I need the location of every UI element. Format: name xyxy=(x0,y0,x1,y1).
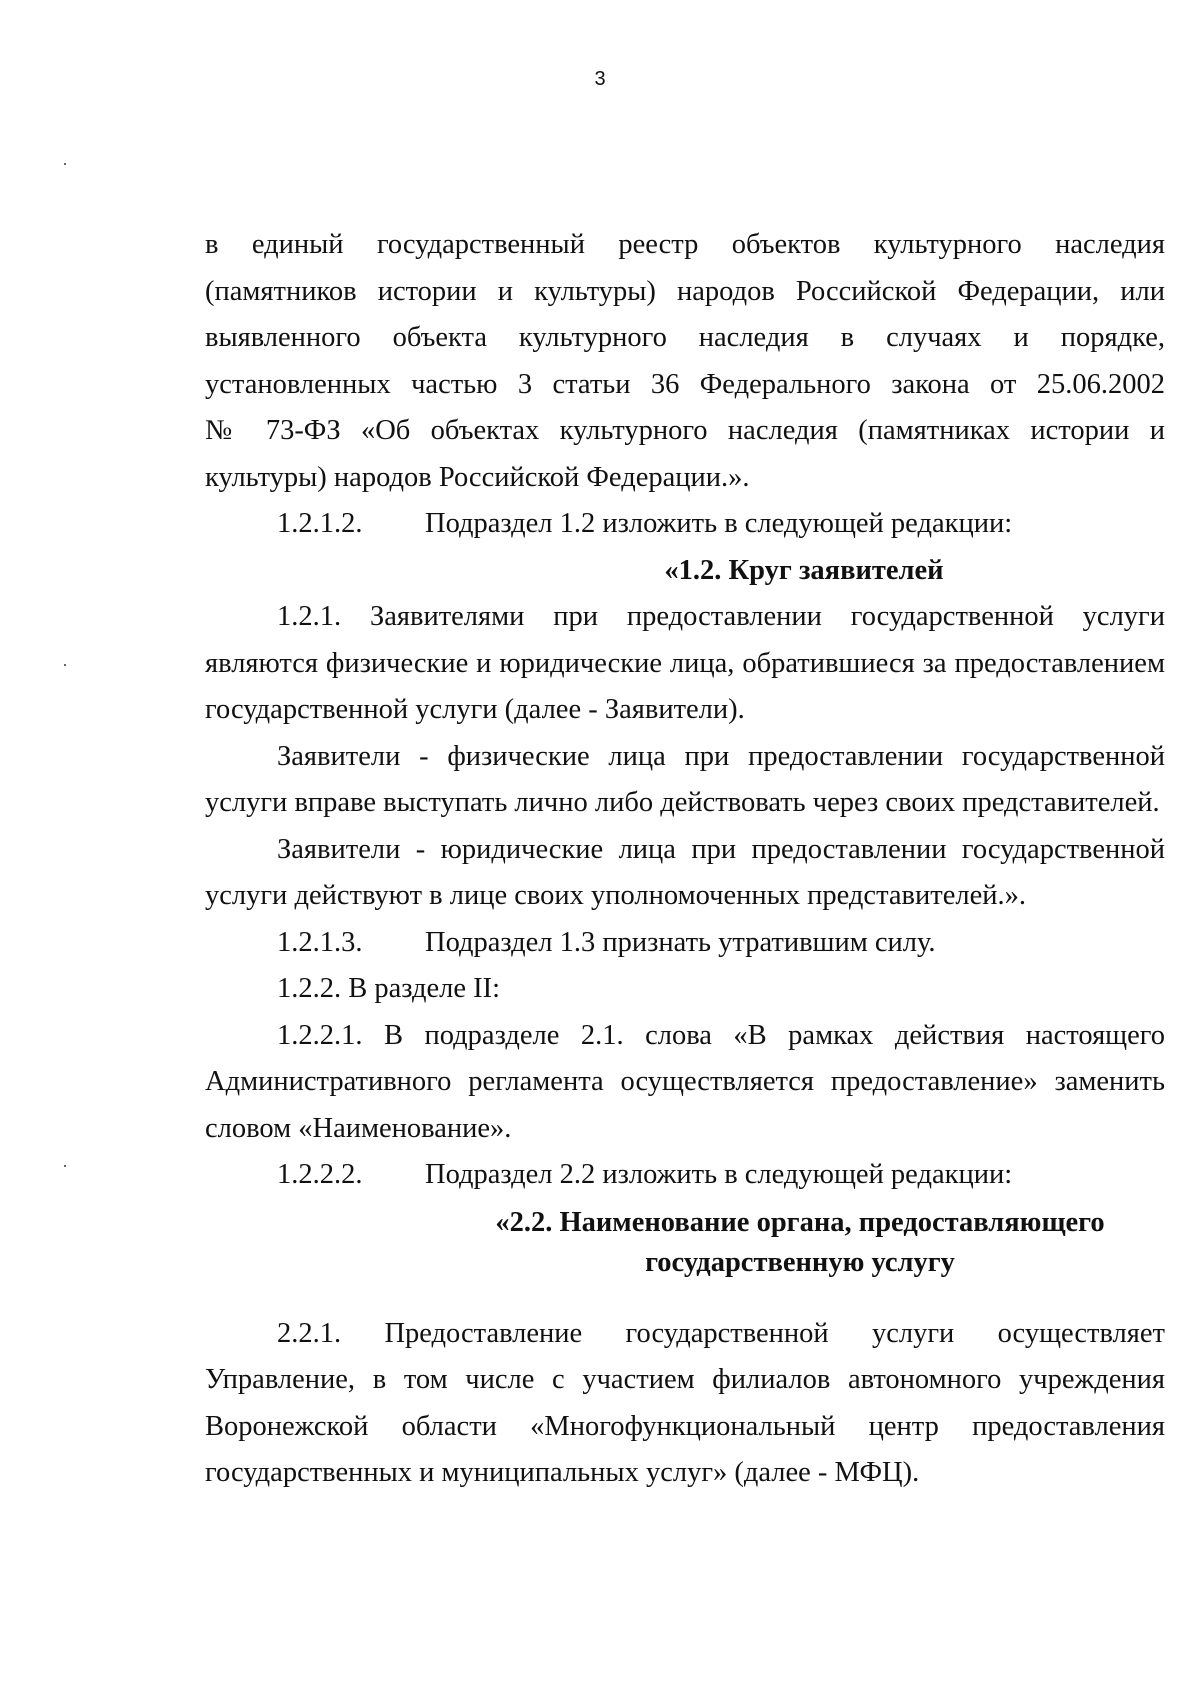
paragraph-line: (памятников истории и культуры) народов Российской Федерации, или xyxy=(205,275,1165,307)
paragraph-line: 2.2.1. Предоставление государственной услуги осуществляет xyxy=(277,1317,1165,1349)
paragraph-line: Заявители - физические лица при предоставлении государственной xyxy=(277,740,1165,772)
paragraph-line: установленных частью 3 статьи 36 Федерального закона от 25.06.2002 xyxy=(205,368,1165,400)
item-text: Подраздел 1.2 изложить в следующей редакции: xyxy=(425,508,1013,539)
paragraph-line: Заявители - юридические лица при предоставлении государственной xyxy=(277,833,1165,865)
item-number: 1.2.2.2. xyxy=(277,1159,363,1190)
list-item xyxy=(205,1152,1165,1199)
item-number: 1.2.1.3. xyxy=(277,926,363,958)
paragraph-line: услуги действуют в лице своих уполномоченных представителей.». xyxy=(205,880,1026,911)
paragraph-line: 1.2.2. В разделе II: xyxy=(277,973,501,1004)
paragraph-line: государственной услуги (далее - Заявители). xyxy=(205,694,745,725)
section-heading: «2.2. Наименование органа, предоставляющего xyxy=(495,1206,1105,1238)
paragraph-line: государственных и муниципальных услуг» (далее - МФЦ). xyxy=(205,1457,920,1488)
margin-mark xyxy=(64,1165,66,1167)
paragraph-line: услуги вправе выступать лично либо действовать через своих представителей. xyxy=(205,787,1160,818)
paragraph-line: являются физические и юридические лица, обратившиеся за предоставлением xyxy=(205,647,1165,679)
section-heading: «1.2. Круг заявителей xyxy=(664,554,944,586)
item-text: Подраздел 2.2 изложить в следующей редакции: xyxy=(425,1159,1013,1190)
paragraph-line: № 73-ФЗ «Об объектах культурного наследия (памятниках истории и xyxy=(205,415,1165,446)
paragraph-line: 1.2.2.1. В подразделе 2.1. слова «В рамках действия настоящего xyxy=(277,1019,1165,1051)
page-number: 3 xyxy=(594,68,606,90)
item-text: Подраздел 1.3 признать утратившим силу. xyxy=(425,926,936,958)
document-body xyxy=(205,222,1165,1497)
paragraph-line: Административного регламента осуществляется предоставление» заменить xyxy=(205,1066,1165,1097)
section-heading: государственную услугу xyxy=(645,1246,955,1278)
list-item xyxy=(205,501,1165,548)
paragraph-line: культуры) народов Российской Федерации.». xyxy=(205,461,750,493)
paragraph-line: выявленного объекта культурного наследия в случаях и порядке, xyxy=(205,322,1165,353)
list-item xyxy=(205,920,1165,967)
paragraph-line: словом «Наименование». xyxy=(205,1112,512,1144)
paragraph-line: Управление, в том числе с участием филиалов автономного учреждения xyxy=(205,1364,1165,1395)
item-number: 1.2.1.2. xyxy=(277,508,363,539)
paragraph-line: Воронежской области «Многофункциональный центр предоставления xyxy=(205,1410,1165,1442)
paragraph-line: 1.2.1. Заявителями при предоставлении государственной услуги xyxy=(277,601,1165,632)
paragraph-line: в единый государственный реестр объектов культурного наследия xyxy=(205,229,1165,260)
margin-mark xyxy=(64,664,66,666)
margin-mark xyxy=(64,163,66,165)
